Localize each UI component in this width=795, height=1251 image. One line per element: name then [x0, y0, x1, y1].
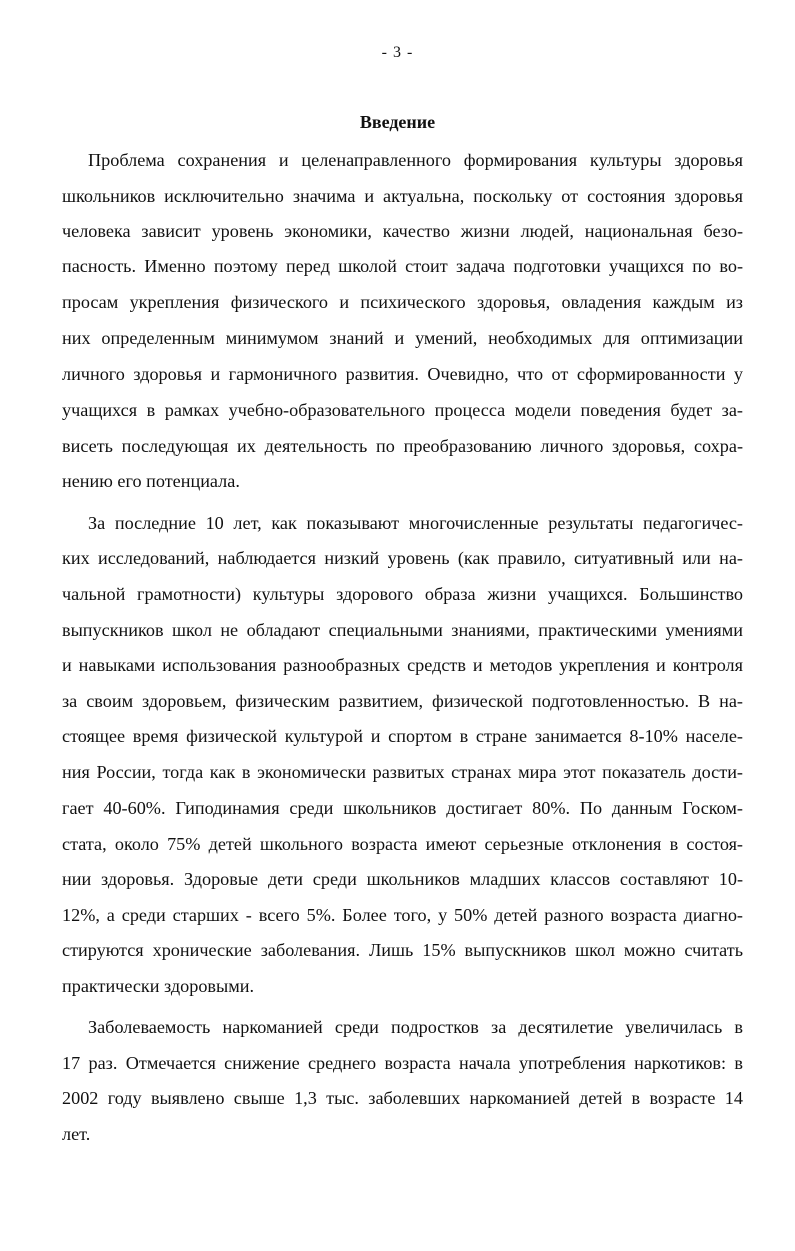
- text-line: практически здоровыми.: [62, 976, 255, 996]
- text-line: нению его потенциала.: [62, 471, 240, 491]
- section-title: Введение: [359, 112, 436, 132]
- text-line: просам укрепления физического и психического здоровья, овладения каждым из: [62, 292, 743, 312]
- text-line: личного здоровья и гармоничного развития. Очевидно, что от сформированности у: [62, 364, 743, 384]
- text-line: лет.: [62, 1124, 91, 1144]
- text-line: нии здоровья. Здоровые дети среди школьников младших классов составляют 10-: [62, 869, 743, 889]
- text-line: 2002 году выявлено свыше 1,3 тыс. заболевших наркоманией детей в возрасте 14: [62, 1088, 743, 1108]
- text-line: за своим здоровьем, физическим развитием, физической подготовленностью. В на-: [62, 691, 743, 711]
- text-line: ния России, тогда как в экономически развитых странах мира этот показатель дости-: [62, 762, 743, 782]
- text-line: пасность. Именно поэтому перед школой стоит задача подготовки учащихся по во-: [62, 256, 743, 276]
- text-line: 17 раз. Отмечается снижение среднего возраста начала употребления наркотиков: в: [62, 1053, 743, 1073]
- text-line: школьников исключительно значима и актуальна, поскольку от состояния здоровья: [62, 186, 743, 206]
- text-line: ких исследований, наблюдается низкий уровень (как правило, ситуативный или на-: [62, 548, 743, 568]
- text-line: выпускников школ не обладают специальными знаниями, практическими умениями: [62, 620, 743, 640]
- text-line: чальной грамотности) культуры здорового образа жизни учащихся. Большинство: [62, 584, 743, 604]
- text-line: человека зависит уровень экономики, качество жизни людей, национальная безо-: [62, 221, 743, 241]
- text-line: учащихся в рамках учебно-образовательного процесса модели поведения будет за-: [62, 400, 743, 420]
- page-number: - 3 -: [381, 44, 414, 61]
- text-line: Проблема сохранения и целенаправленного формирования культуры здоровья: [88, 150, 743, 170]
- text-line: стоящее время физической культурой и спортом в стране занимается 8-10% населе-: [62, 726, 743, 746]
- text-line: стата, около 75% детей школьного возраста имеют серьезные отклонения в состоя-: [62, 834, 743, 854]
- text-line: гает 40-60%. Гиподинамия среди школьников достигает 80%. По данным Госком-: [62, 798, 743, 818]
- text-line: 12%, а среди старших - всего 5%. Более того, у 50% детей разного возраста диагно-: [62, 905, 743, 925]
- text-line: них определенным минимумом знаний и умений, необходимых для оптимизации: [62, 328, 743, 348]
- text-line: стируются хронические заболевания. Лишь 15% выпускников школ можно считать: [62, 940, 743, 960]
- text-line: висеть последующая их деятельность по преобразованию личного здоровья, сохра-: [62, 436, 743, 456]
- text-line: и навыками использования разнообразных средств и методов укрепления и контроля: [62, 655, 743, 675]
- text-line: Заболеваемость наркоманией среди подростков за десятилетие увеличилась в: [88, 1017, 743, 1037]
- text-line: За последние 10 лет, как показывают многочисленные результаты педагогичес-: [88, 513, 743, 533]
